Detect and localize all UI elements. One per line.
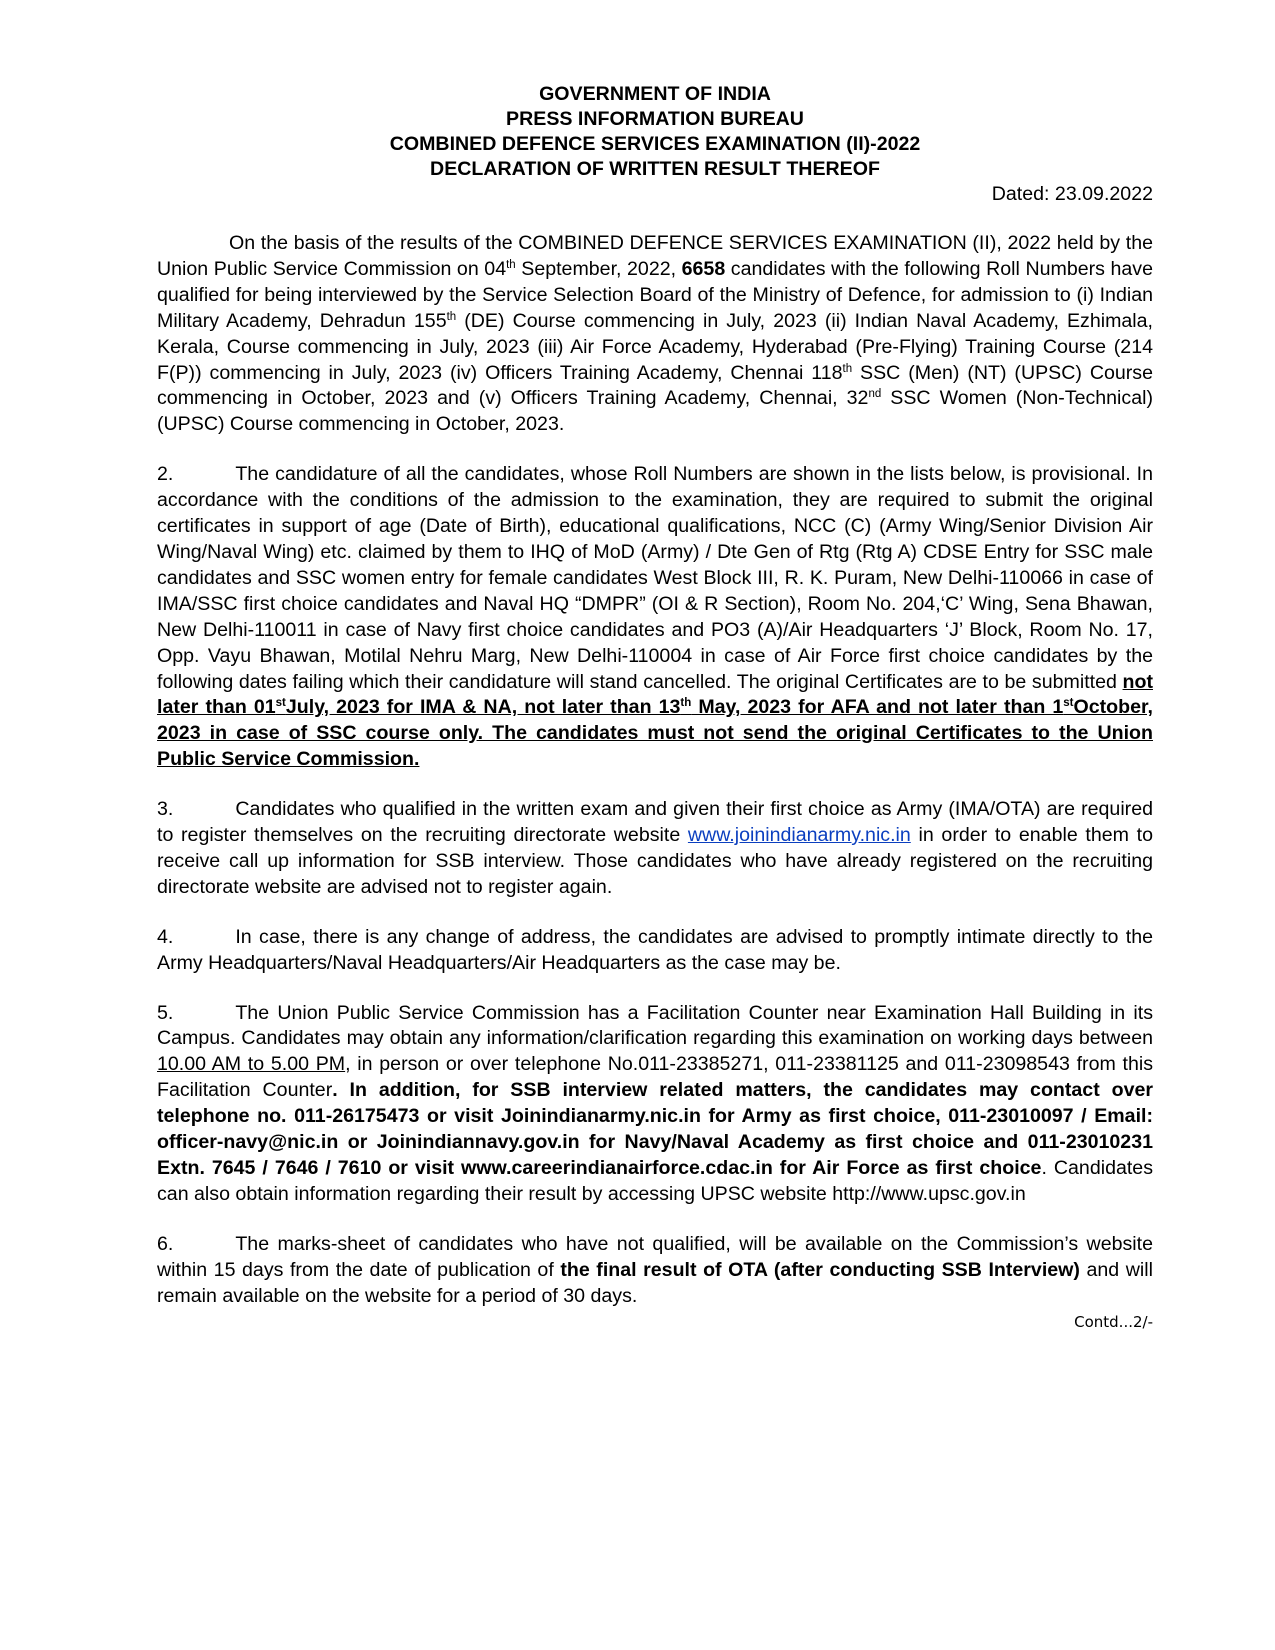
paragraph-6: 6. The marks-sheet of candidates who have not qualified, will be available on the Commission’s website within 15 days from the date of publication of the final result of OTA (after conducting SSB Interview) and will remain available on the website for a period of 30 days. xyxy=(157,1232,1153,1307)
document-page xyxy=(157,82,1153,1331)
document-header xyxy=(157,82,1153,182)
certificate-deadlines: not later than 01stJuly, 2023 for IMA & NA, not later than 13th May, 2023 for AFA and not later than 1stOctober, 2023 in case of SSC course only. The candidates must not send the original Certificates to the Union Public Service Commission. xyxy=(157,670,1153,771)
paragraph-2: 2. The candidature of all the candidates, whose Roll Numbers are shown in the lists below, is provisional. In accordance with the conditions of the admission to the examination, they are required to submit the original certificates in support of age (Date of Birth), educational qualifications, NCC (C) (Army Wing/Senior Division Air Wing/Naval Wing) etc. claimed by them to IHQ of MoD (Army) / Dte Gen of Rtg (Rtg A) CDSE Entry for SSC male candidates and SSC women entry for female candidates West Block III, R. K. Puram, New Delhi-110066 in case of IMA/SSC first choice candidates and Naval HQ “DMPR” (OI & R Section), Room No. 204,‘C’ Wing, Sena Bhawan, New Delhi-110011 in case of Navy first choice candidates and PO3 (A)/Air Headquarters ‘J’ Block, Room No. 17, Opp. Vayu Bhawan, Motilal Nehru Marg, New Delhi-110004 in case of Air Force first choice candidates by the following dates failing which their candidature will stand cancelled. The original Certificates are to be submitted not later than 01stJuly, 2023 for IMA & NA, not later than 13th May, 2023 for AFA and not later than 1stOctober, 2023 in case of SSC course only. The candidates must not send the original Certificates to the Union Public Service Commission. xyxy=(157,463,1153,771)
paragraph-5: 5. The Union Public Service Commission has a Facilitation Counter near Examination Hall Building in its Campus. Candidates may obtain any information/clarification regarding this examination on working days between 10.00 AM to 5.00 PM, in person or over telephone No.011-23385271, 011-23381125 and 011-23098543 from this Facilitation Counter. In addition, for SSB interview related matters, the candidates may contact over telephone no. 011-26175473 or visit Joinindianarmy.nic.in for Army as first choice, 011-23010097 / Email: officer-navy@nic.in or Joinindiannavy.gov.in for Navy/Naval Academy as first choice and 011-23010231 Extn. 7645 / 7646 / 7610 or visit www.careerindianairforce.cdac.in for Air Force as first choice. Candidates can also obtain information regarding their result by accessing UPSC website http://www.upsc.gov.in xyxy=(157,1001,1154,1205)
continued-marker: Contd...2/- xyxy=(1074,1312,1153,1331)
army-website-link[interactable]: www.joinindianarmy.nic.in xyxy=(687,824,911,847)
ssb-contact-info: . In addition, for SSB interview related matters, the candidates may contact over telephone no. 011-26175473 or visit Joinindianarmy.nic.in for Army as first choice, 011-23010097 / Email: officer-navy@nic.in or Joinindiannavy.gov.in for Navy/Naval Academy as first choice and 011-23010231 Extn. 7645 / 7646 / 7610 or visit www.careerindianairforce.cdac.in for Air Force as first choice xyxy=(157,1079,1153,1179)
header-line-exam: COMBINED DEFENCE SERVICES EXAMINATION (II)-2022 xyxy=(389,133,921,155)
date-line: Dated: 23.09.2022 xyxy=(991,183,1153,205)
paragraph-1: On the basis of the results of the COMBINED DEFENCE SERVICES EXAMINATION (II), 2022 held by the Union Public Service Commission on 04th September, 2022, 6658 candidates with the following Roll Numbers have qualified for being interviewed by the Service Selection Board of the Ministry of Defence, for admission to (i) Indian Military Academy, Dehradun 155th (DE) Course commencing in July, 2023 (ii) Indian Naval Academy, Ezhimala, Kerala, Course commencing in July, 2023 (iii) Air Force Academy, Hyderabad (Pre-Flying) Training Course (214 F(P)) commencing in July, 2023 (iv) Officers Training Academy, Chennai 118th SSC (Men) (NT) (UPSC) Course commencing in October, 2023 and (v) Officers Training Academy, Chennai, 32nd SSC Women (Non-Technical) (UPSC) Course commencing in October, 2023. xyxy=(157,232,1154,436)
header-line-government: GOVERNMENT OF INDIA xyxy=(539,83,771,105)
header-line-bureau: PRESS INFORMATION BUREAU xyxy=(506,108,804,130)
header-line-declaration: DECLARATION OF WRITTEN RESULT THEREOF xyxy=(430,158,880,180)
counter-hours: 10.00 AM to 5.00 PM xyxy=(157,1053,346,1076)
paragraph-3: 3. Candidates who qualified in the written exam and given their first choice as Army (IMA/OTA) are required to register themselves on the recruiting directorate website www.joinindianarmy.nic.in in order to enable them to receive call up information for SSB interview. Those candidates who have already registered on the recruiting directorate website are advised not to register again. xyxy=(157,798,1153,898)
paragraph-4: 4. In case, there is any change of address, the candidates are advised to promptly intimate directly to the Army Headquarters/Naval Headquarters/Air Headquarters as the case may be. xyxy=(157,925,1153,974)
candidate-count: 6658 xyxy=(681,257,726,280)
